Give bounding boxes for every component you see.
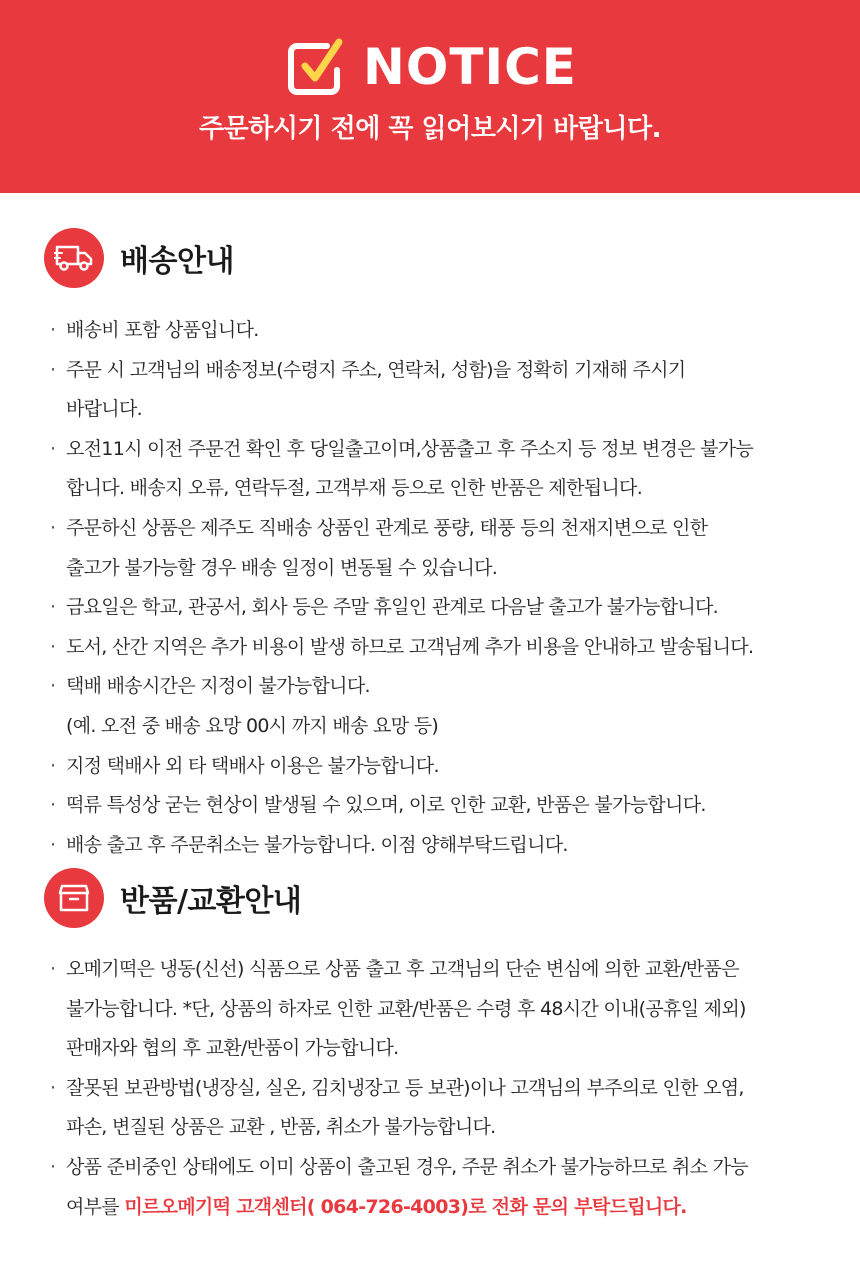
list-item-line: · 배송 출고 후 주문취소는 불가능합니다. 이점 양해부탁드립니다. <box>66 833 568 856</box>
returns-list <box>48 950 838 1227</box>
notice-title: NOTICE <box>363 38 577 96</box>
list-item <box>48 1148 838 1227</box>
box-icon <box>44 868 104 928</box>
notice-heading <box>0 32 860 102</box>
list-item-line: 합니다. 배송지 오류, 연락두절, 고객부재 등으로 인한 반품은 제한됩니다. <box>66 477 643 500</box>
list-item-line: 파손, 변질된 상품은 교환 , 반품, 취소가 불가능합니다. <box>66 1116 496 1139</box>
list-item-line: 바랍니다. <box>66 398 142 421</box>
list-item <box>48 786 838 826</box>
list-item-line: · 잘못된 보관방법(냉장실, 실온, 김치냉장고 등 보관)이나 고객님의 부주의로 인한 오염, <box>66 1076 744 1099</box>
checkbox-icon <box>283 34 349 100</box>
list-item-line: · 주문하신 상품은 제주도 직배송 상품인 관계로 풍량, 태풍 등의 천재지변으로 인한 <box>66 516 708 539</box>
list-item-line: 불가능합니다. *단, 상품의 하자로 인한 교환/반품은 수령 후 48시간 이내(공휴일 제외) <box>66 997 746 1020</box>
list-item-line: · 떡류 특성상 굳는 현상이 발생될 수 있으며, 이로 인한 교환, 반품은 불가능합니다. <box>66 794 706 817</box>
shipping-section-header <box>44 228 234 288</box>
list-item-line: · 주문 시 고객님의 배송정보(수령지 주소, 연락처, 성함)을 정확히 기재해 주시기 <box>66 358 686 381</box>
list-item <box>48 430 838 509</box>
returns-section-header <box>44 868 301 928</box>
list-item-line: (예. 오전 중 배송 요망 00시 까지 배송 요망 등) <box>66 714 439 737</box>
list-item-line: · 상품 준비중인 상태에도 이미 상품이 출고된 경우, 주문 취소가 불가능하므로 취소 가능 <box>66 1155 748 1178</box>
returns-title: 반품/교환안내 <box>120 884 302 919</box>
list-item <box>48 628 838 668</box>
list-item-line: 출고가 불가능할 경우 배송 일정이 변동될 수 있습니다. <box>66 556 498 579</box>
list-item-line: · 지정 택배사 외 타 택배사 이용은 불가능합니다. <box>66 754 439 777</box>
list-item <box>48 588 838 628</box>
list-item-line: · 금요일은 학교, 관공서, 회사 등은 주말 휴일인 관계로 다음날 출고가 불가능합니다. <box>66 596 718 619</box>
list-item-line: · 오전11시 이전 주문건 확인 후 당일출고이며,상품출고 후 주소지 등 정보 변경은 불가능 <box>66 437 754 460</box>
notice-banner <box>0 0 860 193</box>
contact-prefix: 여부를 <box>66 1195 125 1218</box>
list-item-line <box>66 1188 838 1228</box>
list-item <box>48 950 838 1069</box>
shipping-title: 배송안내 <box>120 244 234 279</box>
shipping-list <box>48 311 838 865</box>
list-item <box>48 747 838 787</box>
list-item <box>48 509 838 588</box>
list-item <box>48 826 838 866</box>
list-item <box>48 667 838 746</box>
list-item-line: · 도서, 산간 지역은 추가 비용이 발생 하므로 고객님께 추가 비용을 안내하고 발송됩니다. <box>66 635 754 658</box>
list-item-line: · 오메기떡은 냉동(신선) 식품으로 상품 출고 후 고객님의 단순 변심에 의한 교환/반품은 <box>66 958 739 980</box>
list-item-line: · 배송비 포함 상품입니다. <box>66 319 259 341</box>
truck-icon <box>44 228 104 288</box>
contact-highlight: 미르오메기떡 고객센터( 064-726-4003)로 전화 문의 부탁드립니다. <box>124 1195 687 1218</box>
list-item <box>48 311 838 351</box>
list-item <box>48 1069 838 1148</box>
list-item <box>48 351 838 430</box>
list-item-line: · 택배 배송시간은 지정이 불가능합니다. <box>66 675 370 698</box>
notice-subtitle: 주문하시기 전에 꼭 읽어보시기 바랍니다. <box>198 114 662 144</box>
list-item-line: 판매자와 협의 후 교환/반품이 가능합니다. <box>66 1037 399 1060</box>
